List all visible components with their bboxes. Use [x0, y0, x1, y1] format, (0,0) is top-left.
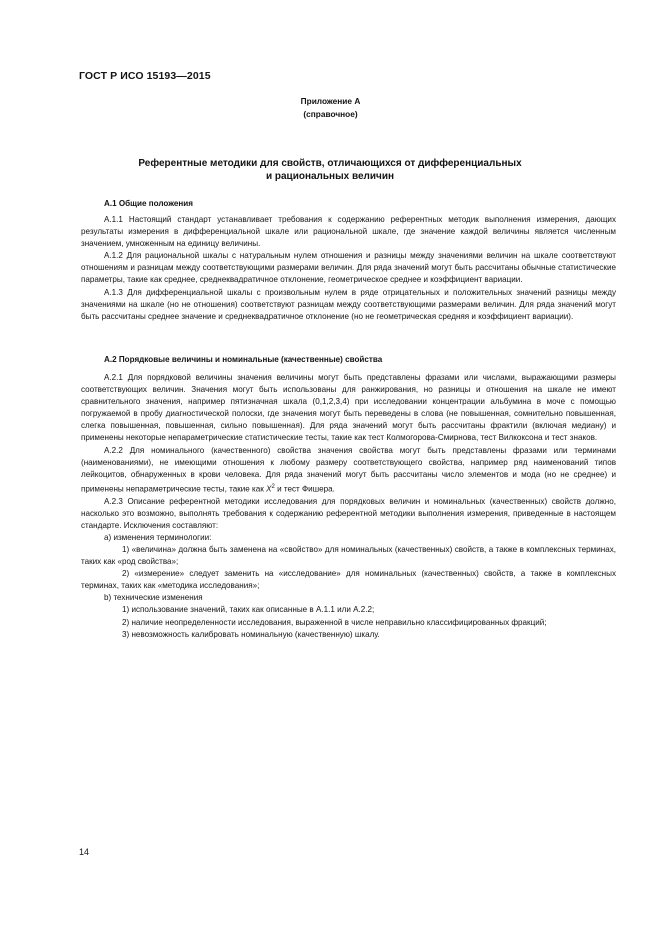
list-item: 3) невозможность калибровать номинальную (качественную) шкалу.	[122, 629, 380, 639]
annex-label: Приложение А	[300, 96, 361, 106]
paragraph: А.1.3 Для дифференциальной шкалы с произвольным нулем в ряде отрицательных и положительных значений разницы между значениями на шкале (но не отношения) соответствуют разницам между соответствующими размерами величин. Для ряда значений могут быть рассчитаны среднее значение и среднеквадратичное отклонение (но не геометрическая средняя и коэффициент вариации).	[81, 287, 616, 321]
annex-title-line: Референтные методики для свойств, отличающихся от дифференциальных	[138, 158, 522, 169]
paragraph: А.1.2 Для рациональной шкалы с натуральным нулем отношения и разницы между значениями величин на шкале соответствуют отношениям и разницам между соответствующими размерами величин. Для ряда значений могут быть рассчитаны обычные статистические параметры, такие как среднее, среднеквадратичное отклонение, геометрическое среднее и коэффициент вариации.	[81, 251, 616, 285]
paragraph	[81, 445, 616, 496]
section-2-body	[81, 372, 616, 641]
standard-header: ГОСТ Р ИСО 15193—2015	[79, 70, 211, 82]
annex-title	[120, 157, 540, 183]
list-item: 2) «измерение» следует заменить на «исследование» для номинальных (качественных) свойств, а также в комплексных терминах, таких как «методика исследования»;	[81, 569, 616, 591]
superscript: 2	[271, 483, 275, 490]
annex-type: (справочное)	[303, 109, 358, 119]
annex-title-line: и рациональных величин	[265, 171, 395, 182]
list-item: b) технические изменения	[104, 593, 203, 603]
list-item: 1) «величина» должна быть заменена на «свойство» для номинальных (качественных) свойств, а также в комплексных терминах, таких как «род свойства»;	[81, 545, 616, 567]
paragraph: А.1.1 Настоящий стандарт устанавливает требования к содержанию референтных методик выполнения измерения, дающих результаты измерения в дифференциальной шкале или рациональной шкале, где значение каждой величины является численным значением, умноженным на единицу величины.	[81, 215, 616, 249]
list-item: 2) наличие неопределенности исследования, выраженной в числе неправильно классифицированных фракций;	[122, 617, 547, 627]
paragraph: А.2.3 Описание референтной методики исследования для порядковых величин и номинальных (качественных) свойств должно, насколько это возможно, выполнять требования к содержанию референтной методики выполнения измерения, приведенные в настоящем стандарте. Исключения составляют:	[81, 496, 616, 530]
paragraph-text: А.2.2 Для номинального (качественного) свойства значения свойства могут быть представлены фразами или терминами (наименованиями), не имеющими отношения к любому размеру соответствующего свойства, например ряд наименований типов лейкоцитов, обнаруженных в крови человека. Для ряда значений могут быть рассчитаны число элементов и мода (но не среднее) и применены непараметрические тесты, такие как	[81, 445, 616, 494]
list-item: 1) использование значений, таких как описанные в А.1.1 или А.2.2;	[122, 605, 375, 615]
list-item: а) изменения терминологии:	[104, 532, 212, 542]
paragraph-text: и тест Фишера.	[274, 484, 335, 494]
section-heading: А.1 Общие положения	[104, 199, 193, 208]
section-1-body	[81, 214, 616, 323]
section-heading: А.2 Порядковые величины и номинальные (качественные) свойства	[104, 355, 383, 364]
paragraph: А.2.1 Для порядковой величины значения величины могут быть представлены фразами или числами, выражающими размеры соответствующих величин. Значения могут быть использованы для ранжирования, но разницы и отношения на шкале не имеют сравнительного значения, например пятизначная шкала (0,1,2,3,4) при исследовании концентрации альбумина в моче с помощью погружаемой в пробу диагностической полоски, где значения могут быть переведены в слова (не повышенная, сомнительно повышенная, слегка повышенная, повышенная, сильно повышенная). Для ряда значений могут быть рассчитаны фрактили (включая медиану) и применены некоторые непараметрические статистические тесты, такие как тест Колмогорова-Смирнова, тест Вилкоксона и тест знаков.	[81, 373, 616, 443]
chi-variable: X	[266, 484, 272, 494]
page-number: 14	[79, 847, 90, 857]
